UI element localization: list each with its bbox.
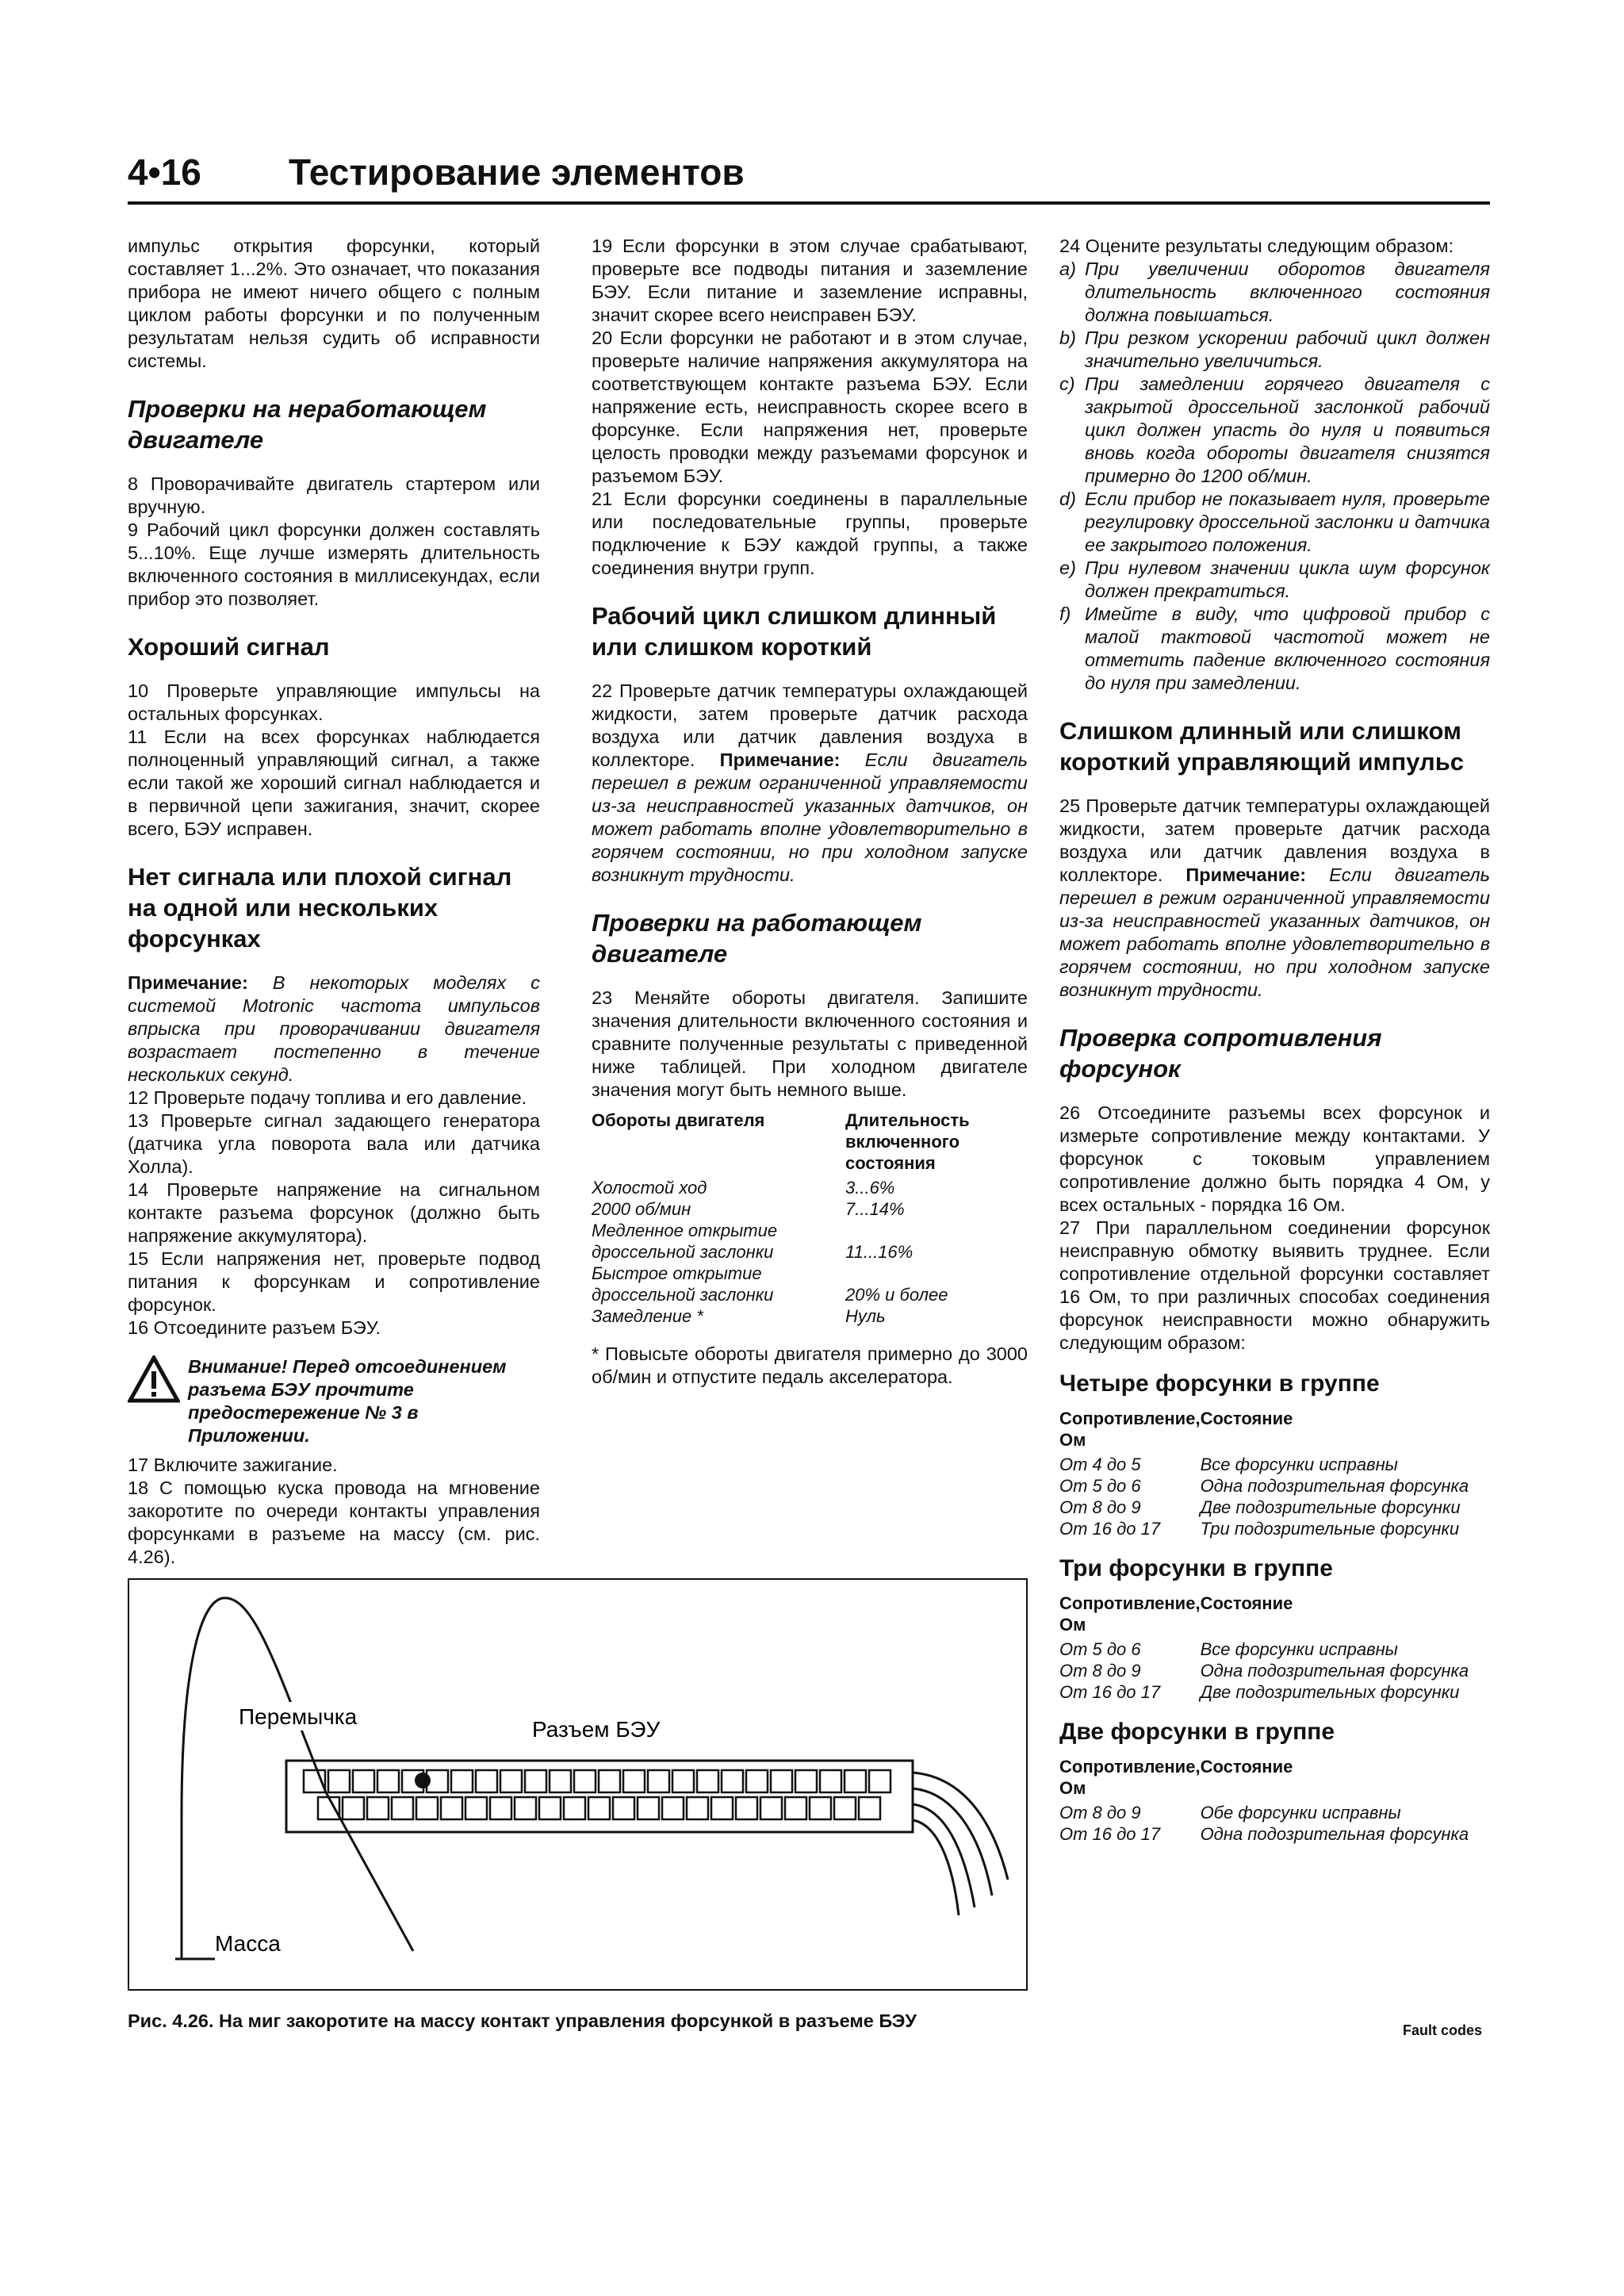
table-row	[1059, 1518, 1490, 1539]
connector-pin	[820, 1770, 841, 1792]
duty-cycle-rows	[592, 1177, 1020, 1327]
connector-pin	[771, 1770, 792, 1792]
intro-paragraph: импульс открытия форсунки, который составляет 1...2%. Это означает, что показания прибора не имеют ничего общего с полным циклом работы форсунки и по полученным результатам нельзя судить об исправности системы.	[128, 236, 540, 371]
list-item	[1059, 557, 1490, 603]
warning-text: Внимание! Перед отсоединением разъема БЭУ прочтите предостережение № 3 в Приложении.	[188, 1356, 507, 1446]
table-header-duration: Длительность включенного состояния	[845, 1110, 970, 1173]
connector-diagram	[128, 1578, 1028, 1991]
table-two-injectors	[1059, 1756, 1490, 1845]
step-26: 26 Отсоедините разъемы всех форсунок и измерьте сопротивление между контактами. У форсунок с токовым управлением сопротивление должно быть порядка 4 Ом, у всех остальных - порядка 16 Ом.	[1059, 1102, 1490, 1215]
label-connector: Разъем БЭУ	[532, 1717, 661, 1742]
list-marker: e)	[1059, 558, 1076, 578]
table-row	[1059, 1660, 1490, 1681]
rpm-cell: дроссельной заслонки	[592, 1242, 774, 1262]
heading-bad-signal: Нет сигнала или плохой сигнал на одной или нескольких форсунках	[128, 863, 512, 953]
warning-icon	[128, 1355, 180, 1403]
connector-pin	[392, 1797, 413, 1819]
heading-duty-cycle: Рабочий цикл слишком длинный или слишком короткий	[592, 602, 997, 661]
step-20: 20 Если форсунки не работают и в этом случае, проверьте наличие напряжения аккумулятора на соответствующем контакте разъема БЭУ. Если напряжение есть, неисправность скорее всего в форсунке. Если напряжения нет, проверьте целость проводки между разъемами форсунок и разъемом БЭУ.	[592, 328, 1028, 486]
figure-4-26	[128, 1578, 1028, 1991]
state-cell: Обе форсунки исправны	[1200, 1803, 1401, 1823]
duty-cycle-table	[592, 1110, 1020, 1327]
connector-pin	[564, 1797, 585, 1819]
table-row	[592, 1284, 1020, 1305]
th-resistance: Сопротивление, Ом	[1059, 1409, 1201, 1450]
table-row	[1059, 1497, 1490, 1518]
resistance-cell: От 8 до 9	[1059, 1661, 1141, 1681]
rpm-cell: Медленное открытие	[592, 1221, 778, 1240]
list-text: При нулевом значении цикла шум форсунок должен прекратиться.	[1085, 558, 1490, 601]
table-row	[1059, 1681, 1490, 1703]
th-resistance: Сопротивление, Ом	[1059, 1593, 1201, 1635]
rpm-cell: Замедление *	[592, 1306, 703, 1326]
rpm-cell: Быстрое открытие	[592, 1263, 762, 1283]
list-item	[1059, 603, 1490, 695]
table-row	[1059, 1802, 1490, 1823]
connector-pin	[648, 1770, 669, 1792]
resistance-cell: От 8 до 9	[1059, 1803, 1141, 1823]
th-resistance: Сопротивление, Ом	[1059, 1757, 1201, 1798]
connector-pin	[746, 1770, 768, 1792]
table-four-injectors	[1059, 1408, 1490, 1539]
connector-pin	[500, 1770, 522, 1792]
connector-pin	[599, 1770, 620, 1792]
step-18: 18 С помощью куска провода на мгновение закоротите по очереди контакты управления форсунками в разъеме на массу (см. рис. 4.26).	[128, 1478, 540, 1567]
connector-pin	[869, 1770, 891, 1792]
note-label: Примечание:	[128, 972, 248, 993]
duration-cell	[845, 1263, 1020, 1284]
connector-pin	[416, 1797, 438, 1819]
connector-pin	[662, 1797, 684, 1819]
connector-pin	[859, 1797, 880, 1819]
connector-pin	[795, 1770, 817, 1792]
connector-pin	[451, 1770, 473, 1792]
evaluation-list	[1059, 258, 1490, 695]
table-three-injectors	[1059, 1593, 1490, 1703]
state-cell: Все форсунки исправны	[1200, 1639, 1398, 1659]
state-cell: Все форсунки исправны	[1200, 1455, 1398, 1474]
connector-pin	[318, 1797, 339, 1819]
step-16: 16 Отсоедините разъем БЭУ.	[128, 1317, 381, 1338]
step-11: 11 Если на всех форсунках наблюдается полноценный управляющий сигнал, а также если такой же хороший сигнал наблюдается и в первичной цепи зажигания, значит, скорее всего, БЭУ исправен.	[128, 726, 540, 839]
step-15: 15 Если напряжения нет, проверьте подвод питания к форсункам и сопротивление форсунок.	[128, 1248, 540, 1315]
duration-cell: 20% и более	[845, 1285, 948, 1305]
duration-cell: 7...14%	[845, 1199, 905, 1219]
duration-cell: 3...6%	[845, 1178, 895, 1198]
step-27: 27 При параллельном соединении форсунок неисправную обмотку выявить труднее. Если сопротивление отдельной форсунки составляет 16 Ом, то при различных способах соединения форсунок неисправности можно обнаружить следующим образом:	[1059, 1217, 1490, 1353]
step-23: 23 Меняйте обороты двигателя. Запишите значения длительности включенного состояния и сравните полученные результаты с приведенной ниже таблицей. При холодном двигателе значения могут быть немного выше.	[592, 987, 1028, 1100]
connector-pin	[476, 1770, 497, 1792]
resistance-cell: От 16 до 17	[1059, 1519, 1161, 1539]
table-header-rpm: Обороты двигателя	[592, 1110, 765, 1130]
resistance-cell: От 8 до 9	[1059, 1497, 1141, 1517]
table-row	[592, 1198, 1020, 1220]
table-row	[1059, 1823, 1490, 1845]
cable-3	[913, 1804, 975, 1907]
page-header	[128, 151, 1490, 206]
heading-two-injectors: Две форсунки в группе	[1059, 1719, 1335, 1745]
rpm-cell: 2000 об/мин	[592, 1199, 691, 1219]
step-19: 19 Если форсунки в этом случае срабатывают, проверьте все подводы питания и заземление БЭУ. Если питание и заземление исправны, значит скорее всего неисправен БЭУ.	[592, 236, 1028, 325]
step-25-note: Если двигатель перешел в режим ограниченной управляемости из-за неисправностей указанных датчиков, он может работать вполне удовлетворительно в горячем состоянии, но при холодном запуске возникнут трудности.	[1059, 864, 1490, 1000]
step-24: 24 Оцените результаты следующим образом:	[1059, 236, 1454, 256]
list-marker: a)	[1059, 259, 1076, 279]
resistance-cell: От 4 до 5	[1059, 1455, 1141, 1474]
rpm-cell: дроссельной заслонки	[592, 1285, 774, 1305]
step-22	[592, 680, 1028, 887]
list-marker: c)	[1059, 374, 1075, 394]
column-2	[592, 235, 1028, 1389]
footer-link: Fault codes	[1403, 2022, 1483, 2038]
list-item	[1059, 488, 1490, 557]
step-13: 13 Проверьте сигнал задающего генератора (датчика угла поворота вала или датчика Холла).	[128, 1110, 540, 1177]
state-cell: Две подозрительные форсунки	[1200, 1497, 1461, 1517]
connector-pin	[539, 1797, 561, 1819]
heading-three-injectors: Три форсунки в группе	[1059, 1555, 1333, 1581]
connector-pin	[353, 1770, 374, 1792]
connector-pin	[490, 1797, 511, 1819]
state-cell: Три подозрительные форсунки	[1200, 1519, 1460, 1539]
heading-pulse: Слишком длинный или слишком короткий управляющий импульс	[1059, 717, 1465, 776]
warning-box	[128, 1355, 540, 1447]
connector-pin	[672, 1770, 694, 1792]
footnote: * Повысьте обороты двигателя примерно до 3000 об/мин и отпустите педаль акселератора.	[592, 1343, 1028, 1387]
resistance-cell: От 5 до 6	[1059, 1476, 1141, 1496]
state-cell: Одна подозрительная форсунка	[1200, 1476, 1469, 1496]
rows-two	[1059, 1802, 1490, 1845]
connector-pin	[441, 1797, 462, 1819]
connector-pin	[697, 1770, 718, 1792]
step-12: 12 Проверьте подачу топлива и его давление.	[128, 1087, 527, 1108]
connector-pin	[760, 1797, 782, 1819]
rows-four	[1059, 1454, 1490, 1539]
state-cell: Две подозрительных форсунки	[1200, 1682, 1460, 1702]
list-text: Имейте в виду, что цифровой прибор с малой тактовой частотой может не отметить падение включенного состояния до нуля при замедлении.	[1085, 604, 1490, 693]
column-1	[128, 235, 540, 1569]
th-state: Состояние	[1200, 1409, 1293, 1428]
list-marker: b)	[1059, 328, 1076, 348]
th-state: Состояние	[1200, 1757, 1293, 1777]
note-paragraph	[128, 972, 540, 1087]
connector-pin	[722, 1770, 743, 1792]
rpm-cell: Холостой ход	[592, 1178, 707, 1198]
connector-pin	[638, 1797, 659, 1819]
table-row	[592, 1263, 1020, 1284]
connector-pin	[588, 1797, 610, 1819]
connector-pin	[845, 1770, 866, 1792]
state-cell: Одна подозрительная форсунка	[1200, 1661, 1469, 1681]
table-row	[592, 1177, 1020, 1198]
step-8: 8 Проворачивайте двигатель стартером или вручную.	[128, 473, 540, 517]
note-label: Примечание:	[719, 749, 841, 770]
connector-pin	[711, 1797, 733, 1819]
list-item	[1059, 258, 1490, 327]
list-marker: d)	[1059, 489, 1076, 509]
connector-pin	[623, 1770, 645, 1792]
duration-cell: 11...16%	[845, 1242, 914, 1262]
table-row	[592, 1220, 1020, 1241]
table-row	[1059, 1639, 1490, 1660]
connector-pin	[343, 1797, 364, 1819]
connector-pins	[304, 1770, 891, 1819]
connector-pin	[550, 1770, 571, 1792]
list-text: Если прибор не показывает нуля, проверьте регулировку дроссельной заслонки и датчика ее закрытого положения.	[1085, 489, 1490, 555]
state-cell: Одна подозрительная форсунка	[1200, 1824, 1469, 1844]
connector-pin	[515, 1797, 536, 1819]
table-row	[1059, 1475, 1490, 1497]
heading-four-injectors: Четыре форсунки в группе	[1059, 1370, 1380, 1397]
list-marker: f)	[1059, 604, 1071, 624]
step-14: 14 Проверьте напряжение на сигнальном контакте разъема форсунок (должно быть напряжение аккумулятора).	[128, 1179, 540, 1246]
step-22-text: 22 Проверьте датчик температуры охлаждающей жидкости, затем проверьте датчик расхода воздуха или датчик давления воздуха в коллекторе.	[592, 680, 1028, 770]
figure-caption: Рис. 4.26. На миг закоротите на массу контакт управления форсункой в разъеме БЭУ	[128, 2010, 917, 2031]
list-item	[1059, 327, 1490, 373]
connector-pin	[525, 1770, 546, 1792]
page-number: 4•16	[128, 151, 201, 193]
heading-running: Проверки на работающем двигателе	[592, 909, 922, 968]
connector-pin	[834, 1797, 856, 1819]
connector-pin	[613, 1797, 634, 1819]
step-25	[1059, 795, 1490, 1002]
note-label: Примечание:	[1185, 864, 1307, 885]
rows-three	[1059, 1639, 1490, 1703]
step-10: 10 Проверьте управляющие импульсы на остальных форсунках.	[128, 680, 540, 724]
resistance-cell: От 16 до 17	[1059, 1682, 1161, 1702]
header-rule	[128, 201, 1490, 205]
resistance-cell: От 5 до 6	[1059, 1639, 1141, 1659]
connector-pin	[367, 1797, 389, 1819]
list-text: При резком ускорении рабочий цикл должен значительно увеличиться.	[1085, 328, 1490, 371]
list-item	[1059, 373, 1490, 488]
connector-pin	[465, 1797, 487, 1819]
step-25-text: 25 Проверьте датчик температуры охлаждающей жидкости, затем проверьте датчик расхода воздуха или датчик давления воздуха в коллекторе.	[1059, 795, 1490, 885]
step-9: 9 Рабочий цикл форсунки должен составлять 5...10%. Еще лучше измерять длительность включенного состояния в миллисекундах, если прибор это позволяет.	[128, 519, 540, 609]
th-state: Состояние	[1200, 1593, 1293, 1613]
column-3	[1059, 235, 1490, 1845]
step-22-note: Если двигатель перешел в режим ограниченной управляемости из-за неисправностей указанных датчиков, он может работать вполне удовлетворительно в горячем состоянии, но при холодном запуске возникнут трудности.	[592, 749, 1028, 885]
page-title: Тестирование элементов	[289, 151, 745, 193]
connector-pin	[810, 1797, 831, 1819]
label-jumper: Перемычка	[239, 1704, 358, 1729]
probe-contact	[415, 1773, 431, 1788]
connector-pin	[574, 1770, 596, 1792]
connector-pin	[736, 1797, 757, 1819]
duration-cell	[845, 1220, 1020, 1241]
label-ground: Масса	[215, 1931, 281, 1956]
table-row	[592, 1305, 1020, 1327]
connector-pin	[328, 1770, 350, 1792]
heading-not-running: Проверки на неработающем двигателе	[128, 395, 487, 454]
table-row	[1059, 1454, 1490, 1475]
connector-pin	[377, 1770, 399, 1792]
note-text: В некоторых моделях с системой Motronic частота импульсов впрыска при проворачивании двигателя возрастает постепенно в течение нескольких секунд.	[128, 972, 541, 1085]
step-21: 21 Если форсунки соединены в параллельные или последовательные группы, проверьте подключение к БЭУ каждой группы, а также соединения внутри групп.	[592, 489, 1028, 578]
list-text: При увеличении оборотов двигателя длительность включенного состояния должна повышаться.	[1085, 259, 1490, 325]
step-17: 17 Включите зажигание.	[128, 1455, 338, 1475]
heading-good-signal: Хороший сигнал	[128, 633, 330, 661]
list-text: При замедлении горячего двигателя с закрытой дроссельной заслонкой рабочий цикл должен упасть до нуля и появиться вновь когда обороты двигателя снизятся примерно до 1200 об/мин.	[1085, 374, 1490, 486]
table-row	[592, 1241, 1020, 1263]
resistance-cell: От 16 до 17	[1059, 1824, 1161, 1844]
duration-cell: Нуль	[845, 1306, 886, 1326]
connector-pin	[687, 1797, 708, 1819]
heading-resistance: Проверка сопротивления форсунок	[1059, 1024, 1382, 1083]
connector-pin	[785, 1797, 806, 1819]
